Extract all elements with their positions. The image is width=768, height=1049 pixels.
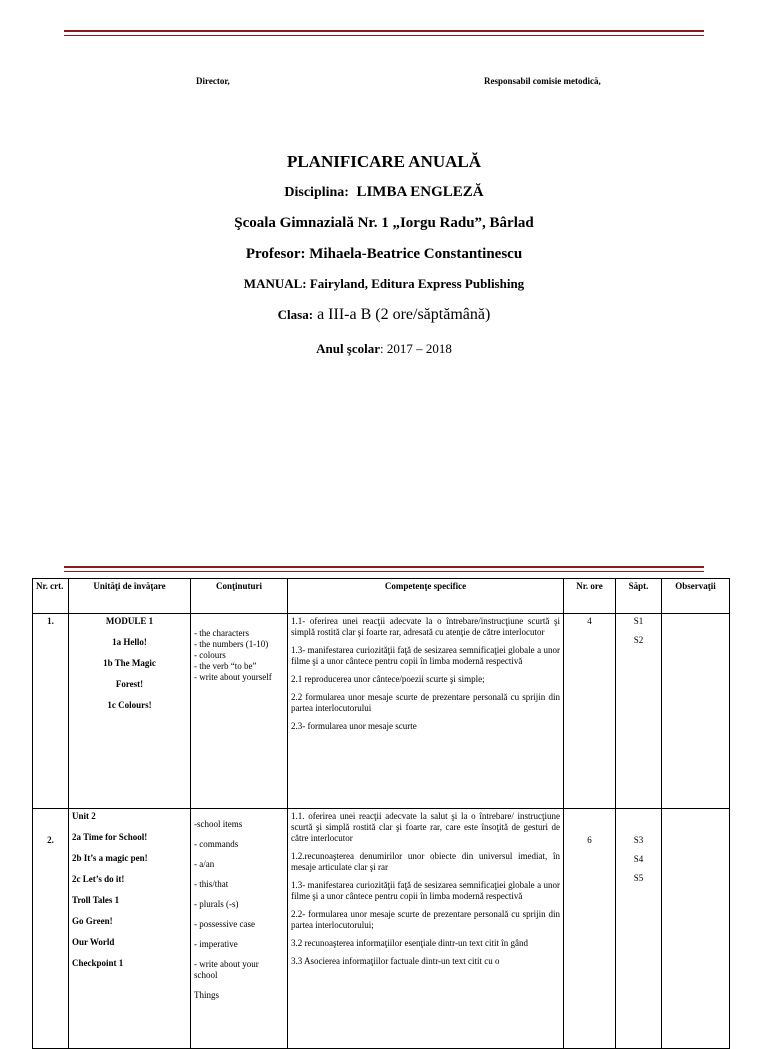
header-contents: Conţinuturi [191,579,288,614]
header-observations: Observaţii [662,579,730,614]
week-item: S2 [633,635,644,645]
row-weeks [616,614,662,809]
table-row [33,809,730,1049]
competence-item: 2.2 formularea unor mesaje scurte de prezentare personală cu sprijin din partea interlocutorului [291,692,560,713]
discipline-line [0,184,768,201]
header-rule [64,30,704,36]
school-year-line [0,341,768,357]
unit-item: MODULE 1 [105,616,154,626]
planning-table [32,578,730,1049]
discipline-label: Disciplina: [284,185,349,200]
row-weeks [616,809,662,1049]
week-item: S3 [633,835,644,845]
competence-item: 1.1. oferirea unei reacţii adecvate la salut şi la o întrebare/ instrucţiune scurtă şi simplă rostită clar şi foarte rar, care este însoţită de gesturi de către interlocutor [291,811,560,843]
unit-item: 1b The Magic [103,658,156,668]
unit-item: Our World [72,937,115,947]
row-number: 1. [33,614,69,809]
competence-item: 1.1- oferirea unei reacţii adecvate la o întrebare/instrucţiune scurtă şi simplă rostită clar şi foarte rar, adresată cu atenţie de către interlocutor [291,616,560,637]
content-item: - commands [194,839,239,849]
header-competences: Competenţe specifice [288,579,564,614]
row-units [69,614,191,809]
school-name: Şcoala Gimnazială Nr. 1 „Iorgu Radu”, Bârlad [234,215,534,231]
week-item: S4 [633,854,644,864]
unit-item: 2a Time for School! [72,832,148,842]
content-item: - plurals (-s) [194,899,239,909]
week-item: S5 [633,873,644,883]
header-hours: Nr. ore [564,579,616,614]
competence-item: 2.3- formularea unor mesaje scurte [291,721,417,731]
week-item: S1 [633,616,644,626]
header-nr: Nr. crt. [33,579,69,614]
row-units [69,809,191,1049]
content-item: - imperative [194,939,238,949]
teacher-name: Profesor: Mihaela-Beatrice Constantinescu [245,246,523,262]
table-header-row [33,579,730,614]
row-hours: 6 [564,809,616,1049]
competence-item: 2.1 reproducerea unor cântece/poezii scurte şi simple; [291,674,485,684]
competence-item: 1.2.recunoaşterea denumirilor unor obiecte din universul imediat, în mesaje articulate clar şi rar [291,851,560,872]
header-units: Unităţi de învăţare [69,579,191,614]
row-number: 2. [33,809,69,1049]
school-year-value: : 2017 – 2018 [380,341,452,356]
unit-item: 1a Hello! [112,637,147,647]
content-item: - this/that [194,879,229,889]
competence-item: 2.2- formularea unor mesaje scurte de prezentare personală cu sprijin din partea interlocutorului; [291,909,560,930]
unit-item: Troll Tales 1 [72,895,120,905]
content-item: Things [194,990,220,1000]
row-hours: 4 [564,614,616,809]
class-value: a III-a B (2 ore/săptămână) [317,306,491,323]
manual-info: MANUAL: Fairyland, Editura Express Publishing [243,276,525,291]
unit-item: Go Green! [72,916,113,926]
responsabil-label: Responsabil comisie metodică, [484,76,601,86]
competence-item: 1.3- manifestarea curiozităţii faţă de sesizarea semnificaţiei globale a unor filme şi a unor cântece pentru copii în limba modernă respectivă [291,880,560,901]
class-label: Clasa: [277,307,314,322]
row-observations [662,614,730,809]
unit-item: 2c Let’s do it! [72,874,125,884]
row-competences [288,809,564,1049]
unit-item: Unit 2 [72,811,96,821]
header-weeks: Săpt. [616,579,662,614]
row-contents [191,809,288,1049]
row-contents: - the characters - the numbers (1-10) - colours - the verb “to be” - write about yourself [191,614,288,809]
competence-item: 1.3- manifestarea curiozităţii faţă de sesizarea semnificaţiei globale a unor filme şi a unor cântece pentru copii în limba modernă respectivă [291,645,560,666]
unit-item: 2b It’s a magic pen! [72,853,148,863]
page-title: PLANIFICARE ANUALĂ [286,152,482,171]
row-competences [288,614,564,809]
table-row [33,614,730,809]
class-line [0,306,768,324]
content-item: - possessive case [194,919,255,929]
school-year-label: Anul şcolar [316,341,381,356]
content-item: -school items [194,819,243,829]
competence-item: 3.2 recunoaşterea informaţiilor esenţiale dintr-un text citit în gând [291,938,528,948]
content-item: - write about your school [194,959,259,980]
discipline-value: LIMBA ENGLEZĂ [356,184,484,200]
page-break-rule [64,566,704,572]
content-item: - a/an [194,859,215,869]
unit-item: 1c Colours! [107,700,152,710]
competence-item: 3.3 Asocierea informaţiilor factuale dintr-un text citit cu o [291,956,500,966]
director-label: Director, [196,76,230,86]
unit-item: Checkpoint 1 [72,958,124,968]
row-observations [662,809,730,1049]
unit-item: Forest! [115,679,144,689]
